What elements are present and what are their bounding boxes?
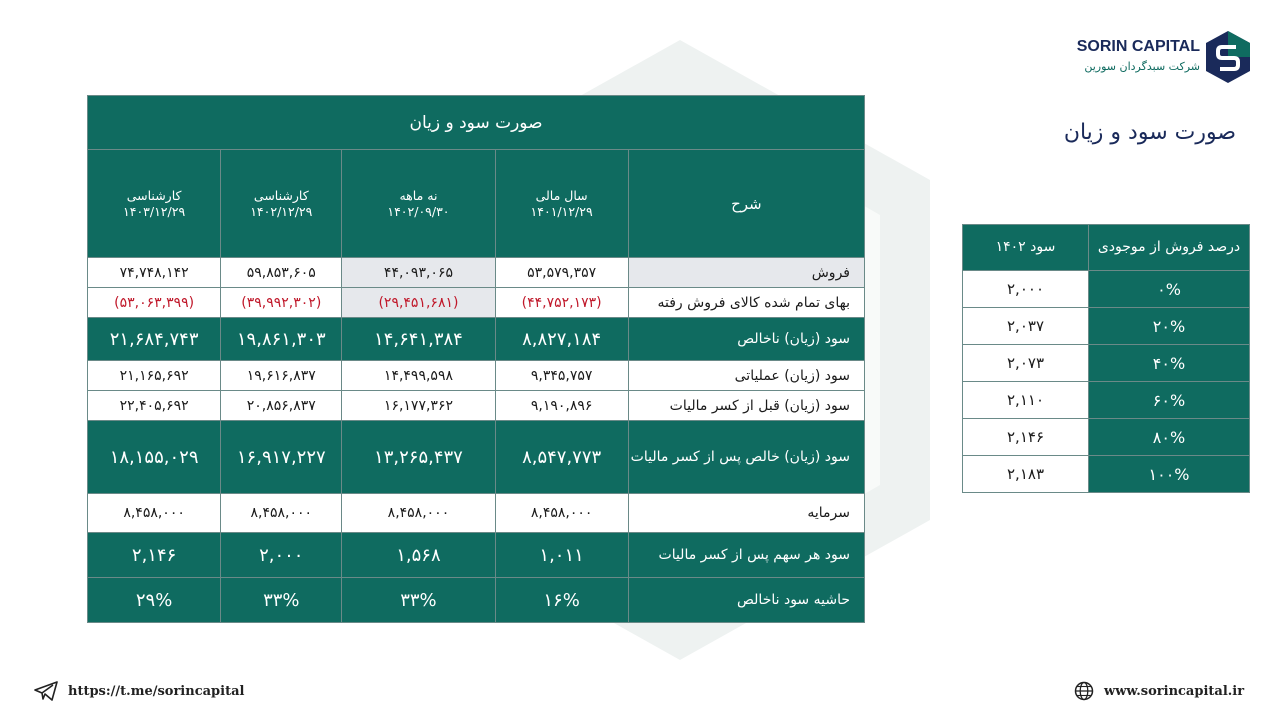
- website-link[interactable]: [1074, 681, 1244, 701]
- table-row: [963, 271, 1250, 308]
- sensitivity-table: [962, 224, 1250, 493]
- cell-value: ۲۹%: [88, 578, 221, 623]
- cell-value: ۱۹,۶۱۶,۸۳۷: [221, 361, 342, 391]
- row-label: بهای تمام شده کالای فروش رفته: [628, 288, 864, 318]
- page-title: صورت سود و زیان: [1063, 120, 1236, 145]
- cell-value: ۵۹,۸۵۳,۶۰۵: [221, 258, 342, 288]
- table-row: [963, 382, 1250, 419]
- desc-header: شرح: [628, 150, 864, 258]
- table-title: صورت سود و زیان: [88, 96, 865, 150]
- brand-subtitle: شرکت سبدگردان سورین: [1084, 60, 1200, 73]
- table-title-row: [88, 96, 865, 150]
- cell-value: ۱۸,۱۵۵,۰۲۹: [88, 421, 221, 494]
- cell-value: ۲,۰۰۰: [221, 533, 342, 578]
- cell-value: ۹,۱۹۰,۸۹۶: [495, 391, 628, 421]
- table-row: [963, 308, 1250, 345]
- telegram-url[interactable]: https://t.me/sorincapital: [68, 683, 245, 699]
- table-row-pretax-profit: [88, 391, 865, 421]
- row-label: حاشیه سود ناخالص: [628, 578, 864, 623]
- brand-logo: [1072, 30, 1252, 86]
- cell-value: ۱,۵۶۸: [342, 533, 495, 578]
- cell-value: ۸,۸۲۷,۱۸۴: [495, 318, 628, 361]
- cell-value: ۹,۳۴۵,۷۵۷: [495, 361, 628, 391]
- cell-value: (۴۴,۷۵۲,۱۷۳): [495, 288, 628, 318]
- column-header: نه ماهه ۱۴۰۲/۰۹/۳۰: [342, 150, 495, 258]
- table-row-net-profit: [88, 421, 865, 494]
- profit-cell: ۲,۱۴۶: [963, 419, 1089, 456]
- header-pct: درصد فروش از موجودی: [1089, 225, 1250, 271]
- table-header-row: [88, 150, 865, 258]
- cell-value: ۱۶,۱۷۷,۳۶۲: [342, 391, 495, 421]
- cell-value: ۸,۴۵۸,۰۰۰: [221, 494, 342, 533]
- cell-value: (۵۳,۰۶۳,۳۹۹): [88, 288, 221, 318]
- header-profit: سود ۱۴۰۲: [963, 225, 1089, 271]
- cell-value: ۳۳%: [342, 578, 495, 623]
- table-row-gross-margin: [88, 578, 865, 623]
- cell-value: ۵۳,۵۷۹,۳۵۷: [495, 258, 628, 288]
- cell-value: ۱۹,۸۶۱,۳۰۳: [221, 318, 342, 361]
- row-label: سرمایه: [628, 494, 864, 533]
- cell-value: ۳۳%: [221, 578, 342, 623]
- profit-cell: ۲,۰۳۷: [963, 308, 1089, 345]
- telegram-link[interactable]: [34, 681, 244, 701]
- cell-value: (۲۹,۴۵۱,۶۸۱): [342, 288, 495, 318]
- column-header: کارشناسی ۱۴۰۲/۱۲/۲۹: [221, 150, 342, 258]
- cell-value: ۱۶,۹۱۷,۲۲۷: [221, 421, 342, 494]
- row-label: سود (زیان) خالص پس از کسر مالیات: [628, 421, 864, 494]
- cell-value: ۸,۴۵۸,۰۰۰: [88, 494, 221, 533]
- table-row-sales: [88, 258, 865, 288]
- cell-value: ۱۴,۶۴۱,۳۸۴: [342, 318, 495, 361]
- cell-value: ۲۱,۱۶۵,۶۹۲: [88, 361, 221, 391]
- cell-value: (۳۹,۹۹۲,۳۰۲): [221, 288, 342, 318]
- pct-cell: ۱۰۰%: [1089, 456, 1250, 493]
- row-label: سود (زیان) عملیاتی: [628, 361, 864, 391]
- profit-cell: ۲,۱۱۰: [963, 382, 1089, 419]
- table-row-gross-profit: [88, 318, 865, 361]
- table-row: [963, 419, 1250, 456]
- brand-name: SORIN CAPITAL: [1076, 38, 1200, 55]
- income-statement-table: [87, 95, 865, 623]
- pct-cell: ۸۰%: [1089, 419, 1250, 456]
- hexagon-logo-icon: [1204, 30, 1252, 84]
- cell-value: ۸,۵۴۷,۷۷۳: [495, 421, 628, 494]
- cell-value: ۲۱,۶۸۴,۷۴۳: [88, 318, 221, 361]
- profit-cell: ۲,۱۸۳: [963, 456, 1089, 493]
- cell-value: ۱۴,۴۹۹,۵۹۸: [342, 361, 495, 391]
- table-row: [963, 345, 1250, 382]
- profit-cell: ۲,۰۰۰: [963, 271, 1089, 308]
- row-label: سود (زیان) قبل از کسر مالیات: [628, 391, 864, 421]
- pct-cell: ۶۰%: [1089, 382, 1250, 419]
- cell-value: ۱۳,۲۶۵,۴۳۷: [342, 421, 495, 494]
- globe-icon: [1074, 681, 1094, 701]
- row-label: سود (زیان) ناخالص: [628, 318, 864, 361]
- website-url[interactable]: www.sorincapital.ir: [1104, 683, 1245, 699]
- telegram-icon: [34, 681, 58, 701]
- profit-cell: ۲,۰۷۳: [963, 345, 1089, 382]
- row-label: سود هر سهم پس از کسر مالیات: [628, 533, 864, 578]
- cell-value: ۱,۰۱۱: [495, 533, 628, 578]
- column-header: کارشناسی ۱۴۰۳/۱۲/۲۹: [88, 150, 221, 258]
- cell-value: ۷۴,۷۴۸,۱۴۲: [88, 258, 221, 288]
- pct-cell: ۰%: [1089, 271, 1250, 308]
- table-row-operating-profit: [88, 361, 865, 391]
- cell-value: ۸,۴۵۸,۰۰۰: [342, 494, 495, 533]
- cell-value: ۲۲,۴۰۵,۶۹۲: [88, 391, 221, 421]
- cell-value: ۸,۴۵۸,۰۰۰: [495, 494, 628, 533]
- column-header: سال مالی ۱۴۰۱/۱۲/۲۹: [495, 150, 628, 258]
- cell-value: ۴۴,۰۹۳,۰۶۵: [342, 258, 495, 288]
- cell-value: ۲,۱۴۶: [88, 533, 221, 578]
- pct-cell: ۴۰%: [1089, 345, 1250, 382]
- sensitivity-header-row: [963, 225, 1250, 271]
- table-row-capital: [88, 494, 865, 533]
- table-row-cogs: [88, 288, 865, 318]
- pct-cell: ۲۰%: [1089, 308, 1250, 345]
- row-label: فروش: [628, 258, 864, 288]
- table-row-eps: [88, 533, 865, 578]
- cell-value: ۲۰,۸۵۶,۸۳۷: [221, 391, 342, 421]
- cell-value: ۱۶%: [495, 578, 628, 623]
- table-row: [963, 456, 1250, 493]
